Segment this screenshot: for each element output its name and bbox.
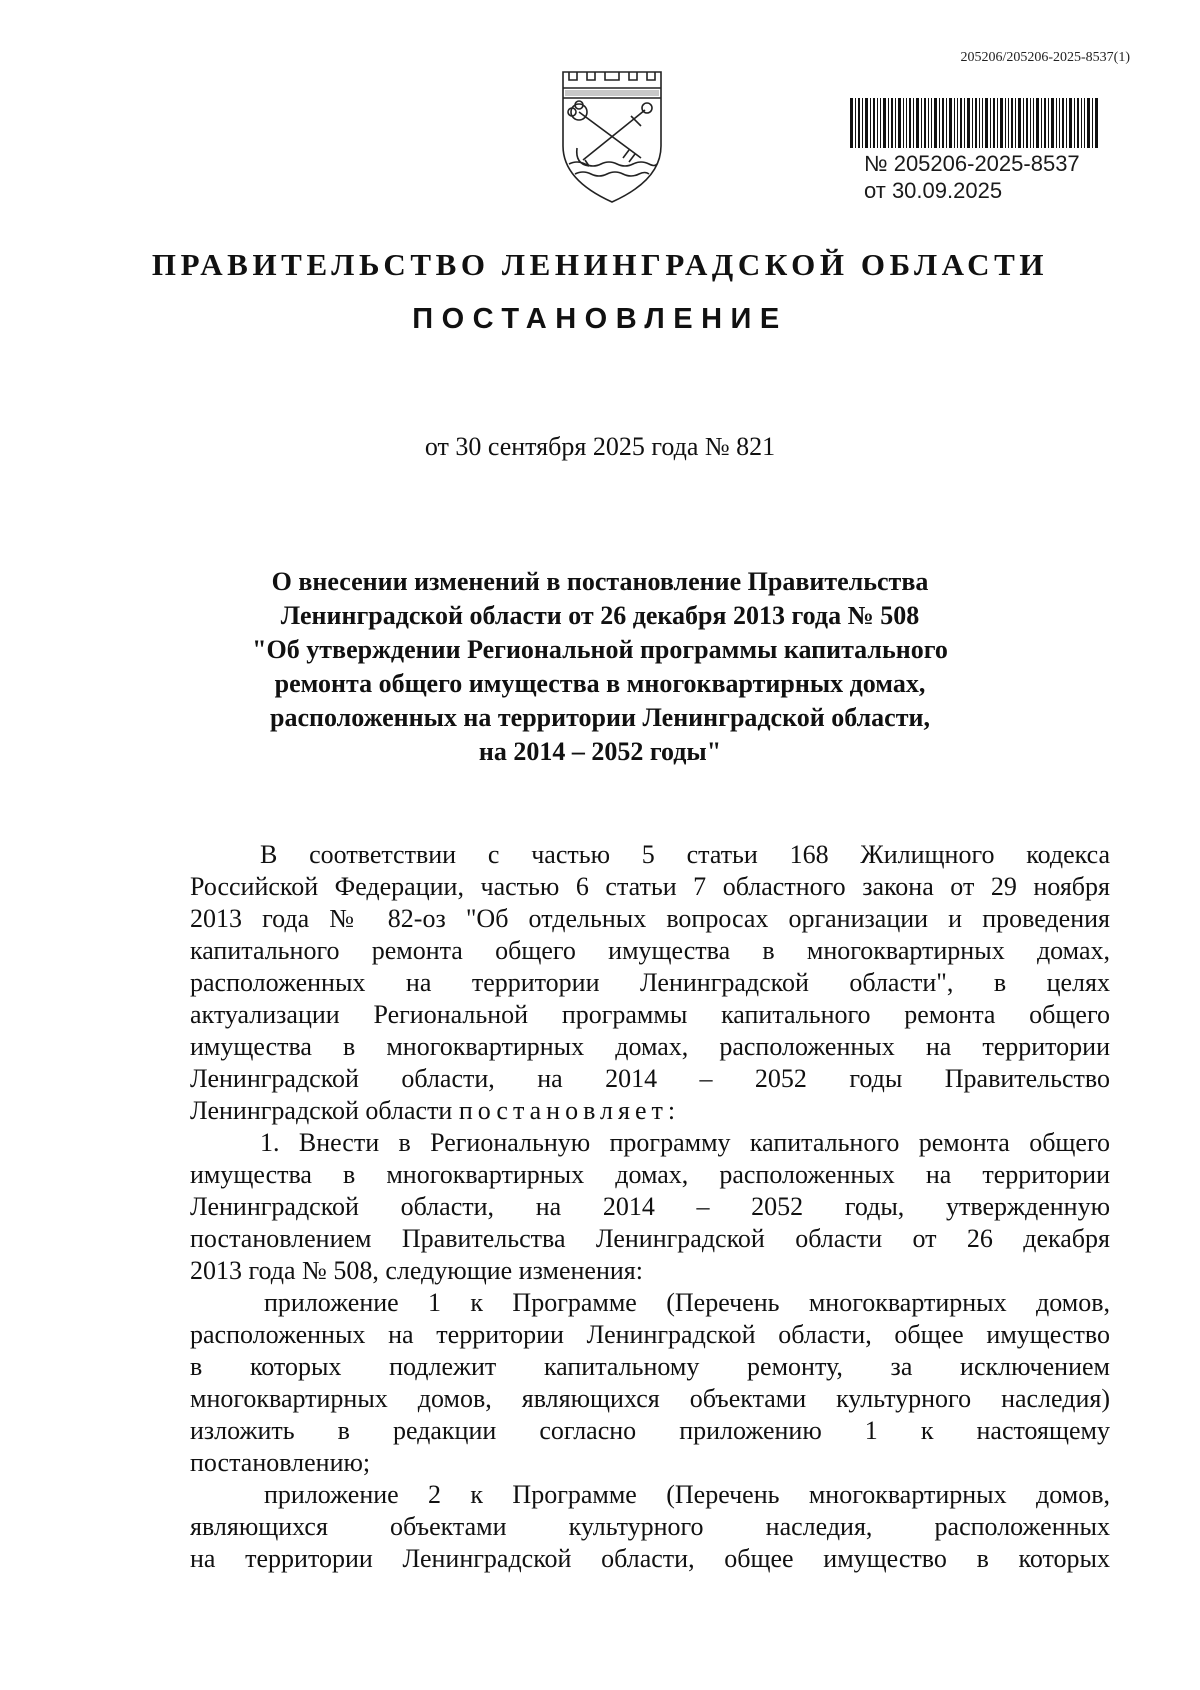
body-line: 2013 года № 508, следующие изменения:: [190, 1256, 643, 1285]
body-line: на территории Ленинградской области, общее имущество в которых: [190, 1544, 1110, 1573]
body-line: имущества в многоквартирных домах, расположенных на территории: [190, 1032, 1110, 1061]
document-type: ПОСТАНОВЛЕНИЕ: [412, 303, 788, 335]
body-line: расположенных на территории Ленинградской области", в целях: [190, 968, 1110, 997]
body-line: в которых подлежит капитальному ремонту, за исключением: [190, 1352, 1110, 1381]
registration-block: [850, 98, 1110, 204]
body-line: многоквартирных домов, являющихся объектами культурного наследия): [190, 1384, 1110, 1413]
body-line: актуализации Региональной программы капитального ремонта общего: [190, 1000, 1110, 1029]
coat-of-arms-icon: [557, 68, 667, 206]
body-line-prefix: Ленинградской области: [190, 1096, 459, 1125]
body-line: Ленинградской области, на 2014 – 2052 годы, утвержденную: [190, 1192, 1110, 1221]
body-line: постановлению;: [190, 1448, 371, 1477]
body-line: приложение 1 к Программе (Перечень многоквартирных домов,: [264, 1288, 1110, 1317]
resolution-word: постановляет:: [458, 1096, 681, 1125]
body-line: Российской Федерации, частью 6 статьи 7 областного закона от 29 ноября: [190, 872, 1110, 901]
body-line: Ленинградской области, на 2014 – 2052 годы Правительство: [190, 1064, 1110, 1093]
document-date-number: от 30 сентября 2025 года № 821: [424, 432, 776, 461]
subject-line: "Об утверждении Региональной программы капитального: [252, 635, 948, 664]
body-line: [190, 1095, 1110, 1127]
body-line: являющихся объектами культурного наследия, расположенных: [190, 1512, 1110, 1541]
registration-number: № 205206-2025-8537: [864, 151, 1080, 176]
body-line: приложение 2 к Программе (Перечень многоквартирных домов,: [264, 1480, 1110, 1509]
organization-title: ПРАВИТЕЛЬСТВО ЛЕНИНГРАДСКОЙ ОБЛАСТИ: [151, 247, 1049, 282]
body-line: капитального ремонта общего имущества в многоквартирных домах,: [190, 936, 1110, 965]
subject-line: О внесении изменений в постановление Правительства: [271, 567, 929, 596]
document-body: [190, 839, 1110, 1575]
document-id: 205206/205206-2025-8537(1): [960, 50, 1130, 65]
subject-line: на 2014 – 2052 годы": [478, 737, 722, 766]
body-line: постановлением Правительства Ленинградской области от 26 декабря: [190, 1224, 1110, 1253]
barcode-icon: [850, 98, 1098, 148]
body-line: имущества в многоквартирных домах, расположенных на территории: [190, 1160, 1110, 1189]
body-line: изложить в редакции согласно приложению 1 к настоящему: [190, 1416, 1110, 1445]
body-line: расположенных на территории Ленинградской области, общее имущество: [190, 1320, 1110, 1349]
body-line: В соответствии с частью 5 статьи 168 Жилищного кодекса: [260, 840, 1110, 869]
subject-line: ремонта общего имущества в многоквартирных домах,: [274, 669, 926, 698]
body-line: 2013 года № 82-оз "Об отдельных вопросах организации и проведения: [190, 904, 1110, 933]
body-line: 1. Внести в Региональную программу капитального ремонта общего: [260, 1128, 1110, 1157]
subject-line: Ленинградской области от 26 декабря 2013 года № 508: [280, 601, 920, 630]
registration-date: от 30.09.2025: [864, 178, 1003, 203]
subject-line: расположенных на территории Ленинградской области,: [270, 703, 930, 732]
document-subject: [150, 565, 1050, 769]
